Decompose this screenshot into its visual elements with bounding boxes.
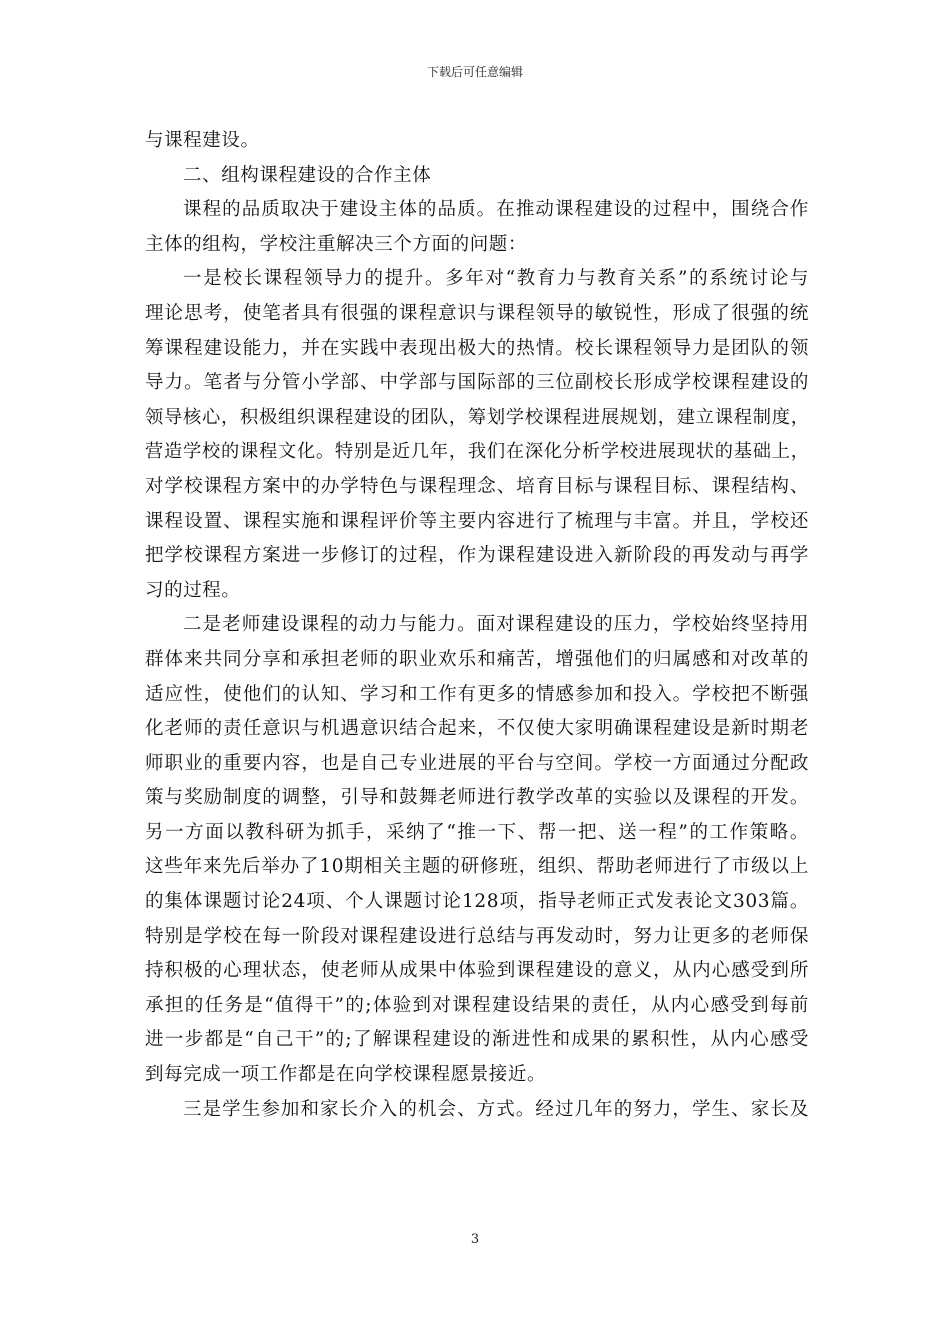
text-line: 群体来共同分享和承担老师的职业欢乐和痛苦，增强他们的归属感和对改革的 <box>145 648 809 670</box>
text-line: 领导核心，积极组织课程建设的团队，筹划学校课程进展规划，建立课程制度， <box>145 406 809 428</box>
page-header: 下载后可任意编辑 <box>426 65 523 79</box>
text-line: 另一方面以教科研为抓手，采纳了“推一下、帮一把、送一程”的工作策略。 <box>145 821 809 843</box>
text-line: 课程设置、课程实施和课程评价等主要内容进行了梳理与丰富。并且，学校还 <box>145 510 809 532</box>
text-line: 特别是学校在每一阶段对课程建设进行总结与再发动时，努力让更多的老师保 <box>145 925 809 947</box>
text-line: 筹课程建设能力，并在实践中表现出极大的热情。校长课程领导力是团队的领 <box>145 337 809 359</box>
text-line: 适应性，使他们的认知、学习和工作有更多的情感参加和投入。学校把不断强 <box>145 683 809 705</box>
document-body <box>145 124 809 1127</box>
page-number: 3 <box>470 1232 480 1247</box>
text-line: 理论思考，使笔者具有很强的课程意识与课程领导的敏锐性，形成了很强的统 <box>145 302 809 324</box>
text-line: 习的过程。 <box>145 579 241 601</box>
text-line: 的集体课题讨论24项、个人课题讨论128项，指导老师正式发表论文303篇。 <box>145 891 809 913</box>
text-line: 与课程建设。 <box>145 130 260 151</box>
text-line: 导力。笔者与分管小学部、中学部与国际部的三位副校长形成学校课程建设的 <box>145 372 809 394</box>
text-line: 三是学生参加和家长介入的机会、方式。经过几年的努力，学生、家长及 <box>183 1098 809 1120</box>
text-line: 进一步都是“自己干”的;了解课程建设的渐进性和成果的累积性，从内心感受 <box>145 1029 809 1051</box>
text-line: 二、组构课程建设的合作主体 <box>183 164 432 186</box>
text-line: 承担的任务是“值得干”的;体验到对课程建设结果的责任，从内心感受到每前 <box>145 994 809 1016</box>
text-line: 课程的品质取决于建设主体的品质。在推动课程建设的过程中，围绕合作 <box>183 199 809 221</box>
text-line: 一是校长课程领导力的提升。多年对“教育力与教育关系”的系统讨论与 <box>183 268 809 290</box>
text-line: 对学校课程方案中的办学特色与课程理念、培育目标与课程目标、课程结构、 <box>145 475 809 497</box>
text-line: 二是老师建设课程的动力与能力。面对课程建设的压力，学校始终坚持用 <box>183 614 809 636</box>
text-line: 这些年来先后举办了10期相关主题的研修班，组织、帮助老师进行了市级以上 <box>145 856 809 878</box>
text-line: 把学校课程方案进一步修订的过程，作为课程建设进入新阶段的再发动与再学 <box>145 545 809 567</box>
text-line: 营造学校的课程文化。特别是近几年，我们在深化分析学校进展现状的基础上， <box>145 441 809 463</box>
text-line: 师职业的重要内容，也是自己专业进展的平台与空间。学校一方面通过分配政 <box>145 752 809 774</box>
text-line: 策与奖励制度的调整，引导和鼓舞老师进行教学改革的实验以及课程的开发。 <box>145 787 809 809</box>
text-line: 主体的组构，学校注重解决三个方面的问题： <box>145 233 528 255</box>
text-line: 到每完成一项工作都是在向学校课程愿景接近。 <box>145 1064 547 1086</box>
text-line: 持积极的心理状态，使老师从成果中体验到课程建设的意义，从内心感受到所 <box>145 960 809 982</box>
text-line: 化老师的责任意识与机遇意识结合起来，不仅使大家明确课程建设是新时期老 <box>145 718 809 740</box>
